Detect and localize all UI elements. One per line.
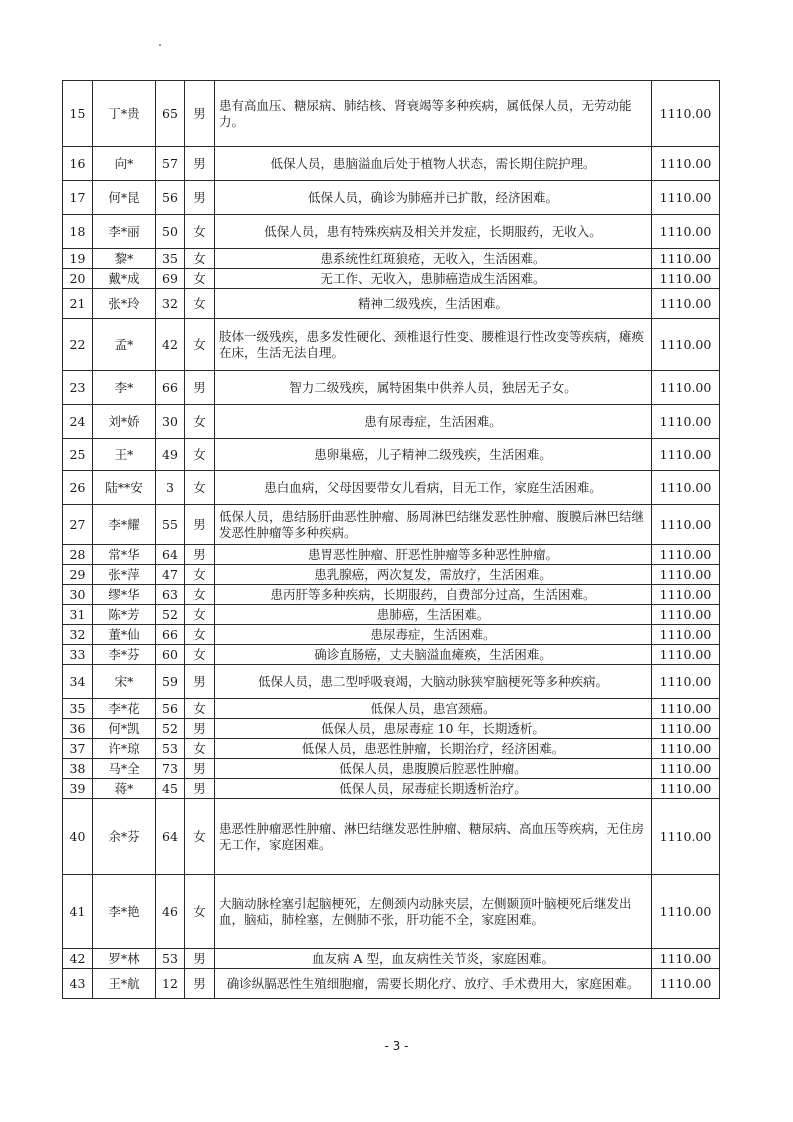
person-age: 73	[156, 759, 185, 779]
person-sex: 男	[185, 181, 215, 215]
row-number: 32	[63, 625, 93, 645]
person-age: 53	[156, 949, 185, 969]
hardship-description: 低保人员，患宫颈癌。	[215, 699, 652, 719]
person-age: 12	[156, 969, 185, 999]
hardship-description: 低保人员，患恶性肿瘤，长期治疗，经济困难。	[215, 739, 652, 759]
row-number: 26	[63, 471, 93, 505]
relief-amount: 1110.00	[652, 471, 720, 505]
relief-amount: 1110.00	[652, 699, 720, 719]
person-name: 张*玲	[93, 289, 156, 319]
hardship-description: 患丙肝等多种疾病，长期服药，自费部分过高，生活困难。	[215, 585, 652, 605]
person-sex: 女	[185, 405, 215, 439]
relief-amount: 1110.00	[652, 739, 720, 759]
person-name: 李*	[93, 371, 156, 405]
person-age: 64	[156, 545, 185, 565]
row-number: 43	[63, 969, 93, 999]
person-age: 63	[156, 585, 185, 605]
person-name: 陈*芳	[93, 605, 156, 625]
person-age: 42	[156, 319, 185, 371]
table-row	[63, 405, 720, 439]
hardship-description: 精神二级残疾，生活困难。	[215, 289, 652, 319]
hardship-description: 低保人员，患结肠肝曲恶性肿瘤、肠周淋巴结继发恶性肿瘤、腹膜后淋巴结继发恶性肿瘤等多种疾病。	[215, 505, 652, 545]
hardship-description: 低保人员，患有特殊疾病及相关并发症，长期服药，无收入。	[215, 215, 652, 249]
row-number: 41	[63, 875, 93, 949]
hardship-description: 患尿毒症，生活困难。	[215, 625, 652, 645]
person-sex: 女	[185, 699, 215, 719]
row-number: 28	[63, 545, 93, 565]
person-age: 47	[156, 565, 185, 585]
row-number: 16	[63, 147, 93, 181]
person-age: 52	[156, 719, 185, 739]
person-sex: 女	[185, 471, 215, 505]
relief-amount: 1110.00	[652, 719, 720, 739]
table-row	[63, 779, 720, 799]
person-sex: 女	[185, 875, 215, 949]
row-number: 37	[63, 739, 93, 759]
table-row	[63, 545, 720, 565]
relief-amount: 1110.00	[652, 215, 720, 249]
person-name: 宋*	[93, 665, 156, 699]
person-age: 35	[156, 249, 185, 269]
relief-amount: 1110.00	[652, 565, 720, 585]
hardship-description: 低保人员，确诊为肺癌并已扩散，经济困难。	[215, 181, 652, 215]
relief-amount: 1110.00	[652, 181, 720, 215]
hardship-description: 患白血病，父母因要带女儿看病，目无工作，家庭生活困难。	[215, 471, 652, 505]
hardship-description: 低保人员，尿毒症长期透析治疗。	[215, 779, 652, 799]
table-row	[63, 471, 720, 505]
person-sex: 女	[185, 215, 215, 249]
relief-amount: 1110.00	[652, 605, 720, 625]
person-name: 李*丽	[93, 215, 156, 249]
hardship-description: 确诊直肠癌，丈夫脑溢血瘫痪，生活困难。	[215, 645, 652, 665]
hardship-description: 智力二级残疾，属特困集中供养人员，独居无子女。	[215, 371, 652, 405]
table-row	[63, 605, 720, 625]
person-sex: 男	[185, 147, 215, 181]
person-age: 64	[156, 799, 185, 875]
person-sex: 女	[185, 565, 215, 585]
hardship-description: 患卵巢癌，儿子精神二级残疾，生活困难。	[215, 439, 652, 471]
person-sex: 女	[185, 269, 215, 289]
hardship-description: 低保人员，患二型呼吸衰竭，大脑动脉狭窄脑梗死等多种疾病。	[215, 665, 652, 699]
person-sex: 男	[185, 779, 215, 799]
person-name: 王*	[93, 439, 156, 471]
person-name: 黎*	[93, 249, 156, 269]
person-age: 45	[156, 779, 185, 799]
table-row	[63, 289, 720, 319]
person-age: 32	[156, 289, 185, 319]
person-name: 罗*林	[93, 949, 156, 969]
person-name: 何*凯	[93, 719, 156, 739]
person-sex: 男	[185, 545, 215, 565]
scan-speck	[159, 44, 161, 46]
row-number: 22	[63, 319, 93, 371]
relief-amount: 1110.00	[652, 875, 720, 949]
person-name: 向*	[93, 147, 156, 181]
person-sex: 女	[185, 249, 215, 269]
row-number: 31	[63, 605, 93, 625]
relief-amount: 1110.00	[652, 949, 720, 969]
table-row	[63, 799, 720, 875]
relief-amount: 1110.00	[652, 439, 720, 471]
person-age: 59	[156, 665, 185, 699]
person-sex: 女	[185, 439, 215, 471]
row-number: 19	[63, 249, 93, 269]
relief-roster	[62, 80, 719, 999]
relief-amount: 1110.00	[652, 585, 720, 605]
hardship-description: 患恶性肿瘤恶性肿瘤、淋巴结继发恶性肿瘤、糖尿病、高血压等疾病，无住房无工作，家庭困难。	[215, 799, 652, 875]
relief-amount: 1110.00	[652, 645, 720, 665]
row-number: 24	[63, 405, 93, 439]
hardship-description: 患胃恶性肿瘤、肝恶性肿瘤等多种恶性肿瘤。	[215, 545, 652, 565]
hardship-description: 患有尿毒症，生活困难。	[215, 405, 652, 439]
table-row	[63, 319, 720, 371]
row-number: 34	[63, 665, 93, 699]
person-age: 30	[156, 405, 185, 439]
person-age: 66	[156, 625, 185, 645]
table-row	[63, 215, 720, 249]
table-row	[63, 249, 720, 269]
person-sex: 女	[185, 625, 215, 645]
relief-amount: 1110.00	[652, 505, 720, 545]
relief-amount: 1110.00	[652, 665, 720, 699]
person-age: 55	[156, 505, 185, 545]
table-row	[63, 759, 720, 779]
person-name: 余*芬	[93, 799, 156, 875]
person-sex: 男	[185, 949, 215, 969]
person-name: 李*花	[93, 699, 156, 719]
row-number: 15	[63, 81, 93, 147]
person-age: 52	[156, 605, 185, 625]
person-age: 65	[156, 81, 185, 147]
person-age: 3	[156, 471, 185, 505]
relief-amount: 1110.00	[652, 371, 720, 405]
row-number: 42	[63, 949, 93, 969]
person-name: 马*全	[93, 759, 156, 779]
table-row	[63, 875, 720, 949]
hardship-description: 患肺癌，生活困难。	[215, 605, 652, 625]
person-sex: 男	[185, 81, 215, 147]
relief-amount: 1110.00	[652, 319, 720, 371]
person-name: 丁*贵	[93, 81, 156, 147]
person-sex: 女	[185, 289, 215, 319]
hardship-description: 确诊纵膈恶性生殖细胞瘤，需要长期化疗、放疗、手术费用大，家庭困难。	[215, 969, 652, 999]
hardship-description: 低保人员，患脑溢血后处于植物人状态，需长期住院护理。	[215, 147, 652, 181]
person-name: 王*航	[93, 969, 156, 999]
table-row	[63, 269, 720, 289]
relief-amount: 1110.00	[652, 969, 720, 999]
person-sex: 女	[185, 605, 215, 625]
relief-amount: 1110.00	[652, 545, 720, 565]
person-age: 66	[156, 371, 185, 405]
relief-amount: 1110.00	[652, 799, 720, 875]
person-name: 刘*娇	[93, 405, 156, 439]
table-row	[63, 565, 720, 585]
person-name: 张*萍	[93, 565, 156, 585]
hardship-description: 患有高血压、糖尿病、肺结核、肾衰竭等多种疾病，属低保人员，无劳动能力。	[215, 81, 652, 147]
row-number: 39	[63, 779, 93, 799]
person-name: 何*昆	[93, 181, 156, 215]
table-row	[63, 969, 720, 999]
person-sex: 男	[185, 505, 215, 545]
person-age: 56	[156, 699, 185, 719]
hardship-description: 血友病 A 型，血友病性关节炎，家庭困难。	[215, 949, 652, 969]
hardship-description: 无工作、无收入，患肺癌造成生活困难。	[215, 269, 652, 289]
table-row	[63, 665, 720, 699]
person-name: 李*耀	[93, 505, 156, 545]
relief-amount: 1110.00	[652, 147, 720, 181]
person-age: 60	[156, 645, 185, 665]
table-row	[63, 505, 720, 545]
person-age: 69	[156, 269, 185, 289]
relief-amount: 1110.00	[652, 625, 720, 645]
table-row	[63, 181, 720, 215]
roster-body	[63, 81, 720, 999]
person-name: 董*仙	[93, 625, 156, 645]
hardship-description: 大脑动脉栓塞引起脑梗死，左侧颈内动脉夹层，左侧颞顶叶脑梗死后继发出血，脑疝，肺栓塞，左侧肺不张，肝功能不全，家庭困难。	[215, 875, 652, 949]
table-row	[63, 739, 720, 759]
person-sex: 男	[185, 969, 215, 999]
person-sex: 男	[185, 719, 215, 739]
relief-amount: 1110.00	[652, 779, 720, 799]
person-age: 53	[156, 739, 185, 759]
table-row	[63, 625, 720, 645]
row-number: 35	[63, 699, 93, 719]
person-sex: 女	[185, 739, 215, 759]
hardship-description: 低保人员，患腹膜后腔恶性肿瘤。	[215, 759, 652, 779]
roster-table	[62, 80, 720, 999]
row-number: 27	[63, 505, 93, 545]
person-name: 陆**安	[93, 471, 156, 505]
row-number: 18	[63, 215, 93, 249]
table-row	[63, 371, 720, 405]
table-row	[63, 645, 720, 665]
relief-amount: 1110.00	[652, 289, 720, 319]
person-name: 蒋*	[93, 779, 156, 799]
person-sex: 女	[185, 645, 215, 665]
person-age: 50	[156, 215, 185, 249]
person-sex: 女	[185, 799, 215, 875]
person-sex: 男	[185, 371, 215, 405]
person-sex: 女	[185, 585, 215, 605]
person-sex: 女	[185, 319, 215, 371]
hardship-description: 患乳腺癌，两次复发，需放疗，生活困难。	[215, 565, 652, 585]
row-number: 38	[63, 759, 93, 779]
row-number: 20	[63, 269, 93, 289]
table-row	[63, 147, 720, 181]
page-number: - 3 -	[384, 1039, 409, 1053]
hardship-description: 肢体一级残疾，患多发性硬化、颈椎退行性变、腰椎退行性改变等疾病，瘫痪在床，生活无法自理。	[215, 319, 652, 371]
table-row	[63, 439, 720, 471]
person-age: 57	[156, 147, 185, 181]
table-row	[63, 585, 720, 605]
relief-amount: 1110.00	[652, 405, 720, 439]
row-number: 30	[63, 585, 93, 605]
person-sex: 男	[185, 665, 215, 699]
relief-amount: 1110.00	[652, 81, 720, 147]
person-age: 56	[156, 181, 185, 215]
relief-amount: 1110.00	[652, 249, 720, 269]
row-number: 33	[63, 645, 93, 665]
person-name: 李*艳	[93, 875, 156, 949]
person-name: 孟*	[93, 319, 156, 371]
row-number: 40	[63, 799, 93, 875]
hardship-description: 患系统性红斑狼疮，无收入，生活困难。	[215, 249, 652, 269]
person-name: 戴*成	[93, 269, 156, 289]
hardship-description: 低保人员，患尿毒症 10 年，长期透析。	[215, 719, 652, 739]
table-row	[63, 719, 720, 739]
person-name: 李*芬	[93, 645, 156, 665]
person-name: 许*琼	[93, 739, 156, 759]
person-sex: 男	[185, 759, 215, 779]
row-number: 29	[63, 565, 93, 585]
person-name: 缪*华	[93, 585, 156, 605]
person-name: 常*华	[93, 545, 156, 565]
row-number: 23	[63, 371, 93, 405]
table-row	[63, 699, 720, 719]
person-age: 49	[156, 439, 185, 471]
table-row	[63, 81, 720, 147]
row-number: 25	[63, 439, 93, 471]
table-row	[63, 949, 720, 969]
relief-amount: 1110.00	[652, 759, 720, 779]
row-number: 17	[63, 181, 93, 215]
row-number: 36	[63, 719, 93, 739]
relief-amount: 1110.00	[652, 269, 720, 289]
person-age: 46	[156, 875, 185, 949]
row-number: 21	[63, 289, 93, 319]
